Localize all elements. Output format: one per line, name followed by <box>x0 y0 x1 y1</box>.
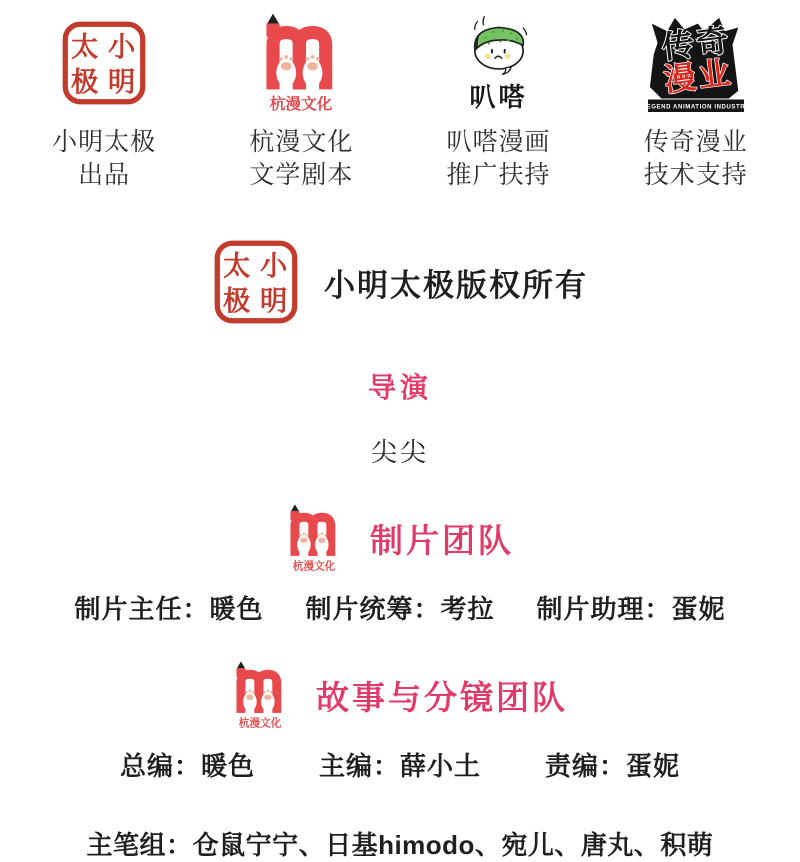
seal-char: 太 <box>223 249 251 282</box>
caption-line: 传奇漫业 <box>643 128 748 156</box>
legend-animation-logo <box>642 12 750 114</box>
artists-row <box>87 825 714 862</box>
role-item <box>537 589 726 626</box>
caption-line: 杭漫文化 <box>249 128 354 156</box>
hangman-wordmark: 杭漫文化 <box>292 560 336 573</box>
caption-line: 出品 <box>78 161 131 189</box>
role-item <box>545 746 680 783</box>
role-value: 暖色 <box>200 751 255 781</box>
caption-line: 文学剧本 <box>249 161 354 189</box>
role-label: 制片统筹： <box>305 594 441 624</box>
partner-xiaoming-taiji <box>11 12 197 192</box>
hangman-culture-logo <box>251 12 351 114</box>
role-value: 考拉 <box>440 594 495 624</box>
legend-wordmark-bottom: 漫业 <box>661 54 735 99</box>
caption-line: 叭嗒漫画 <box>446 128 551 156</box>
hangman-wordmark: 杭漫文化 <box>238 717 282 730</box>
paw-m-icon <box>251 12 351 114</box>
role-item <box>74 589 263 626</box>
role-item <box>319 746 481 783</box>
partner-bada-comics <box>406 12 592 192</box>
partners-row <box>0 12 800 192</box>
bada-wordmark: 叭嗒 <box>469 82 528 112</box>
paw-m-icon <box>286 503 342 573</box>
role-item <box>305 589 494 626</box>
role-label: 制片主任： <box>74 594 210 624</box>
production-roles-row <box>74 589 725 626</box>
copyright-text: 小明太极版权所有 <box>324 267 588 303</box>
paw-m-icon <box>232 660 288 730</box>
partner-caption <box>52 126 156 192</box>
seal-char: 小 <box>259 249 288 282</box>
caption-line: 小明太极 <box>52 128 157 156</box>
bada-mascot-icon <box>456 12 542 79</box>
section-title-director: 导演 <box>367 372 432 403</box>
section-title-production: 制片团队 <box>370 521 514 559</box>
seal-char: 明 <box>108 66 136 99</box>
partner-caption <box>447 126 551 192</box>
role-value: 暖色 <box>209 594 264 624</box>
copyright-row <box>212 238 588 326</box>
bada-comics-logo <box>456 12 542 114</box>
legend-emblem-icon <box>642 14 750 112</box>
role-label: 制片助理： <box>536 594 672 624</box>
artists-label: 主笔组： <box>86 830 193 860</box>
story-roles-row <box>120 746 680 783</box>
xiaoming-taiji-seal-logo <box>60 12 148 114</box>
caption-line: 推广扶持 <box>446 161 551 189</box>
role-item <box>120 746 255 783</box>
section-header-production <box>286 503 514 573</box>
seal-char: 极 <box>71 66 99 99</box>
director-name: 尖尖 <box>370 437 429 467</box>
section-header-story <box>232 660 568 730</box>
role-label: 主编： <box>318 751 400 781</box>
seal-char: 明 <box>259 285 288 318</box>
caption-line: 技术支持 <box>643 161 748 189</box>
partner-caption <box>249 126 353 192</box>
seal-stamp-icon <box>212 238 300 326</box>
role-value: 蛋妮 <box>626 751 681 781</box>
role-value: 蛋妮 <box>671 594 726 624</box>
seal-char: 小 <box>108 30 136 63</box>
role-label: 责编： <box>545 751 627 781</box>
partner-caption <box>644 126 748 192</box>
hangman-wordmark: 杭漫文化 <box>270 96 333 114</box>
partner-legend-animation <box>603 12 789 192</box>
role-label: 总编： <box>119 751 201 781</box>
seal-char: 极 <box>223 285 251 318</box>
partner-hangman-culture <box>208 12 394 192</box>
seal-char: 太 <box>71 30 99 63</box>
artists-names: 仓鼠宁宁、日基himodo、宛儿、唐丸、积萌 <box>192 830 714 860</box>
seal-stamp-icon <box>60 19 148 107</box>
legend-wordmark-top: 传奇 <box>659 21 733 66</box>
section-title-story: 故事与分镜团队 <box>316 678 568 716</box>
legend-banner-text: LEGEND ANIMATION INDUSTRY <box>642 104 750 111</box>
role-value: 薛小土 <box>400 751 482 781</box>
